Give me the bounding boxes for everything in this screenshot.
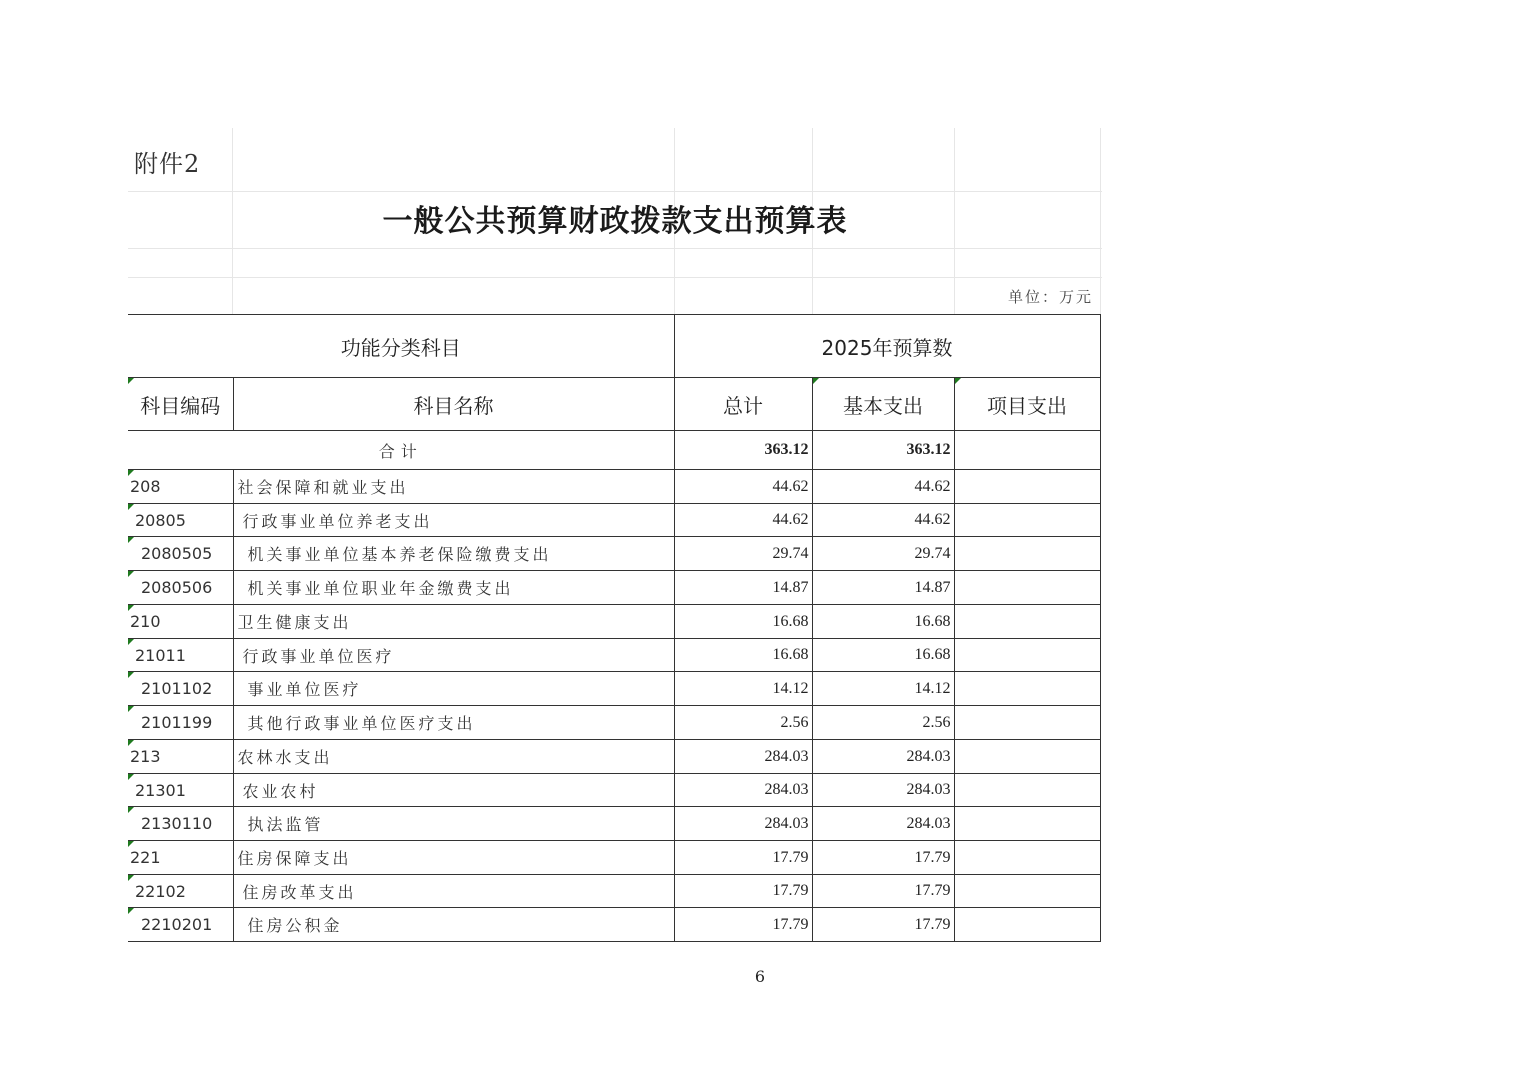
row-project <box>954 605 1100 639</box>
row-project <box>954 740 1100 774</box>
row-basic: 284.03 <box>812 807 954 841</box>
row-name: 机关事业单位基本养老保险缴费支出 <box>233 537 674 571</box>
row-basic: 16.68 <box>812 605 954 639</box>
row-code: 2101102 <box>128 672 233 706</box>
row-basic: 44.62 <box>812 504 954 537</box>
row-code: 210 <box>128 605 233 639</box>
row-code: 2101199 <box>128 706 233 740</box>
row-total: 17.79 <box>674 841 812 875</box>
row-name: 其他行政事业单位医疗支出 <box>233 706 674 740</box>
header-row-1 <box>128 315 1100 378</box>
row-project <box>954 706 1100 740</box>
row-code: 2080506 <box>128 571 233 605</box>
name-header: 科目名称 <box>233 378 674 431</box>
row-name: 机关事业单位职业年金缴费支出 <box>233 571 674 605</box>
row-basic: 2.56 <box>812 706 954 740</box>
table-row <box>128 807 1100 841</box>
grid-line <box>128 191 1102 192</box>
row-project <box>954 504 1100 537</box>
row-project <box>954 807 1100 841</box>
row-total: 16.68 <box>674 639 812 672</box>
table-row <box>128 908 1100 942</box>
row-code: 20805 <box>128 504 233 537</box>
table-row <box>128 672 1100 706</box>
row-total: 2.56 <box>674 706 812 740</box>
row-code: 22102 <box>128 875 233 908</box>
row-project <box>954 571 1100 605</box>
table-row <box>128 639 1100 672</box>
row-project <box>954 639 1100 672</box>
header-row-2 <box>128 378 1100 431</box>
row-name: 住房改革支出 <box>233 875 674 908</box>
row-project <box>954 537 1100 571</box>
row-name: 行政事业单位医疗 <box>233 639 674 672</box>
row-name: 事业单位医疗 <box>233 672 674 706</box>
table-row <box>128 774 1100 807</box>
row-total: 14.87 <box>674 571 812 605</box>
table-row <box>128 504 1100 537</box>
row-project <box>954 908 1100 942</box>
row-total: 284.03 <box>674 774 812 807</box>
table-row <box>128 470 1100 504</box>
row-total: 17.79 <box>674 908 812 942</box>
row-code: 221 <box>128 841 233 875</box>
row-project <box>954 875 1100 908</box>
budget-table <box>128 314 1101 942</box>
row-code: 21011 <box>128 639 233 672</box>
row-basic: 17.79 <box>812 875 954 908</box>
row-total: 14.12 <box>674 672 812 706</box>
total-header: 总计 <box>674 378 812 431</box>
total-label: 合计 <box>128 431 674 470</box>
row-project <box>954 672 1100 706</box>
table-row <box>128 605 1100 639</box>
row-name: 住房公积金 <box>233 908 674 942</box>
grid-line <box>128 248 1102 249</box>
row-basic: 284.03 <box>812 740 954 774</box>
functional-category-header: 功能分类科目 <box>128 315 674 378</box>
row-total: 284.03 <box>674 807 812 841</box>
table-row <box>128 706 1100 740</box>
row-project <box>954 841 1100 875</box>
row-basic: 16.68 <box>812 639 954 672</box>
total-basic: 363.12 <box>812 431 954 470</box>
code-header: 科目编码 <box>128 378 233 431</box>
row-code: 21301 <box>128 774 233 807</box>
row-total: 44.62 <box>674 504 812 537</box>
total-project <box>954 431 1100 470</box>
row-total: 284.03 <box>674 740 812 774</box>
row-name: 农业农村 <box>233 774 674 807</box>
row-name: 行政事业单位养老支出 <box>233 504 674 537</box>
row-basic: 17.79 <box>812 908 954 942</box>
row-basic: 29.74 <box>812 537 954 571</box>
basic-header: 基本支出 <box>812 378 954 431</box>
total-row <box>128 431 1100 470</box>
attachment-label: 附件2 <box>134 150 201 178</box>
page-number: 6 <box>754 967 766 986</box>
row-total: 44.62 <box>674 470 812 504</box>
row-name: 农林水支出 <box>233 740 674 774</box>
table-row <box>128 537 1100 571</box>
row-name: 社会保障和就业支出 <box>233 470 674 504</box>
grid-line <box>128 277 1102 278</box>
row-name: 卫生健康支出 <box>233 605 674 639</box>
row-name: 住房保障支出 <box>233 841 674 875</box>
table-row <box>128 740 1100 774</box>
row-code: 2210201 <box>128 908 233 942</box>
row-code: 213 <box>128 740 233 774</box>
row-name: 执法监管 <box>233 807 674 841</box>
budget-year-header: 2025年预算数 <box>674 315 1100 378</box>
row-project <box>954 470 1100 504</box>
row-basic: 14.12 <box>812 672 954 706</box>
row-total: 29.74 <box>674 537 812 571</box>
row-code: 208 <box>128 470 233 504</box>
row-total: 17.79 <box>674 875 812 908</box>
total-total: 363.12 <box>674 431 812 470</box>
table-body <box>128 470 1100 942</box>
table-row <box>128 875 1100 908</box>
row-total: 16.68 <box>674 605 812 639</box>
table-row <box>128 571 1100 605</box>
row-basic: 17.79 <box>812 841 954 875</box>
row-code: 2130110 <box>128 807 233 841</box>
row-basic: 14.87 <box>812 571 954 605</box>
page-title: 一般公共预算财政拨款支出预算表 <box>382 204 848 239</box>
unit-label: 单位：万元 <box>1007 288 1093 306</box>
row-code: 2080505 <box>128 537 233 571</box>
table-row <box>128 841 1100 875</box>
row-project <box>954 774 1100 807</box>
row-basic: 44.62 <box>812 470 954 504</box>
row-basic: 284.03 <box>812 774 954 807</box>
project-header: 项目支出 <box>954 378 1100 431</box>
